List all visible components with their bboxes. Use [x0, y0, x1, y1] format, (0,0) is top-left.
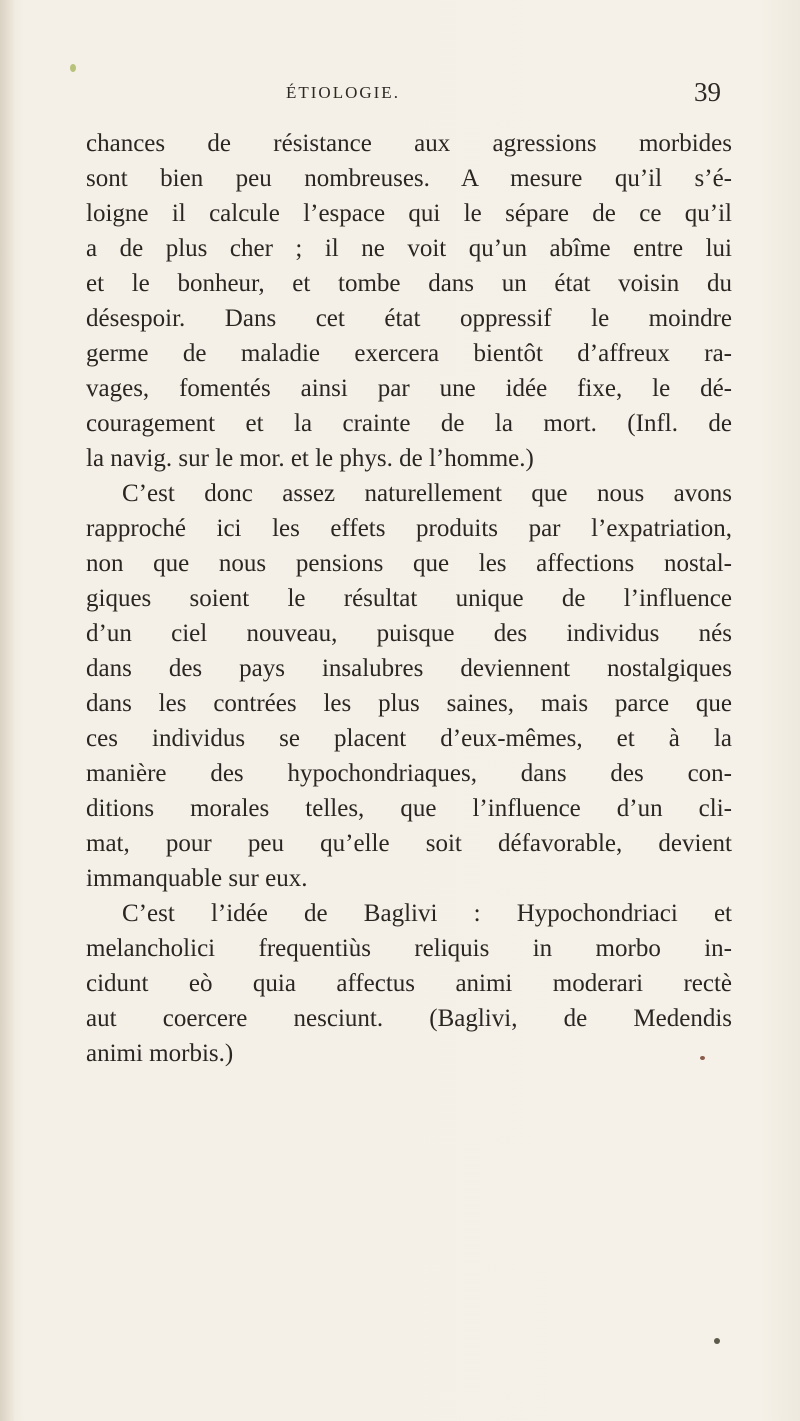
- text-line: et le bonheur, et tombe dans un état voisin du: [86, 270, 732, 297]
- text-line: cidunt eò quia affectus animi moderari rectè: [86, 970, 732, 997]
- text-line: mat, pour peu qu’elle soit défavorable, devient: [86, 830, 732, 857]
- text-line: C’est donc assez naturellement que nous avons: [122, 480, 732, 507]
- text-line: giques soient le résultat unique de l’influence: [86, 585, 732, 612]
- text-line: désespoir. Dans cet état oppressif le moindre: [86, 305, 732, 332]
- text-line: couragement et la crainte de la mort. (Infl. de: [86, 410, 732, 437]
- page-binding-edge: [0, 0, 14, 1421]
- text-line: ces individus se placent d’eux-mêmes, et à la: [86, 725, 732, 752]
- text-line: a de plus cher ; il ne voit qu’un abîme entre lui: [86, 235, 732, 262]
- text-line: dans les contrées les plus saines, mais parce que: [86, 690, 732, 717]
- text-line: animi morbis.): [86, 1040, 234, 1067]
- text-line: la navig. sur le mor. et le phys. de l’homme.): [86, 445, 534, 472]
- text-line: aut coercere nesciunt. (Baglivi, de Medendis: [86, 1005, 732, 1032]
- running-head: [0, 79, 800, 109]
- text-line: C’est l’idée de Baglivi : Hypochondriaci et: [122, 900, 732, 927]
- page-number: 39: [694, 77, 721, 107]
- text-line: sont bien peu nombreuses. A mesure qu’il s’é-: [86, 165, 732, 192]
- paper-speck: [714, 1338, 720, 1344]
- running-head-title: ÉTIOLOGIE.: [286, 83, 400, 102]
- text-line: rapproché ici les effets produits par l’expatriation,: [86, 515, 732, 542]
- text-line: ditions morales telles, que l’influence d’un cli-: [86, 795, 732, 822]
- text-line: d’un ciel nouveau, puisque des individus nés: [86, 620, 732, 647]
- body-text: [86, 126, 732, 1071]
- text-line: loigne il calcule l’espace qui le sépare de ce qu’il: [86, 200, 732, 227]
- text-line: non que nous pensions que les affections nostal-: [86, 550, 732, 577]
- text-line: vages, fomentés ainsi par une idée fixe, le dé-: [86, 375, 732, 402]
- text-line: dans des pays insalubres deviennent nostalgiques: [86, 655, 732, 682]
- text-line: melancholici frequentiùs reliquis in morbo in-: [86, 935, 732, 962]
- text-line: chances de résistance aux agressions morbides: [86, 130, 732, 157]
- text-line: germe de maladie exercera bientôt d’affreux ra-: [86, 340, 732, 367]
- text-line: immanquable sur eux.: [86, 865, 308, 892]
- paper-speck: [70, 64, 76, 72]
- text-line: manière des hypochondriaques, dans des con-: [86, 760, 732, 787]
- paper-speck: [700, 1056, 705, 1060]
